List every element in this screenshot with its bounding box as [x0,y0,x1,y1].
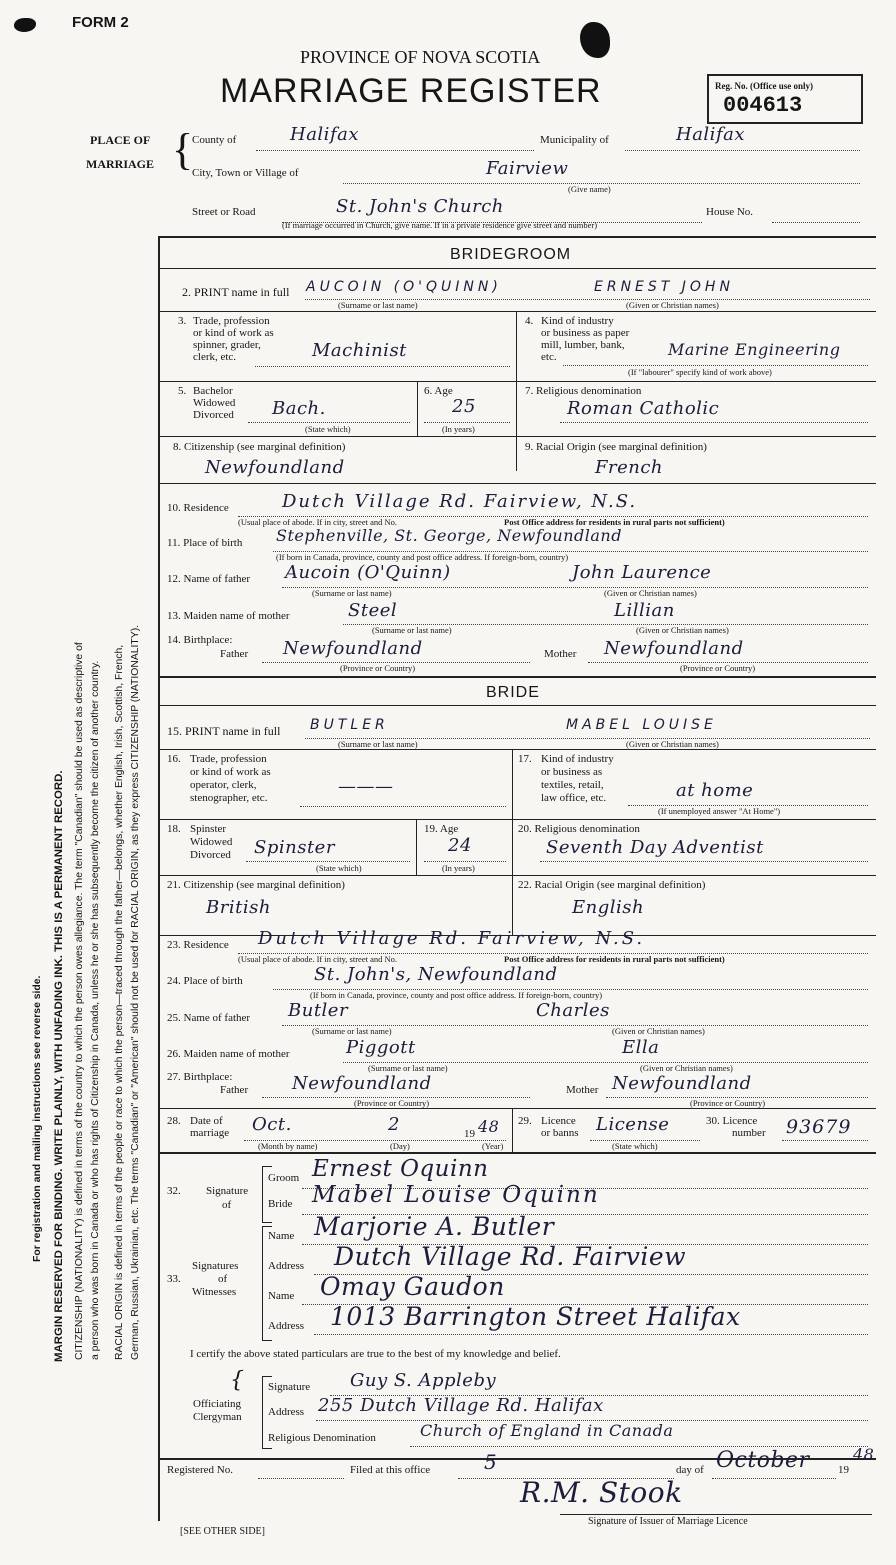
q17-line: law office, etc. [541,792,607,804]
q3-number: 3. [178,315,187,327]
bride-trade: ——— [338,776,394,797]
groom-citizenship: Newfoundland [205,457,345,478]
marriage-year: 48 [478,1117,500,1136]
registered-label: Registered No. [167,1464,233,1476]
given-caption: (Given or Christian names) [612,1026,705,1036]
witness1-address: Dutch Village Rd. Fairview [334,1242,687,1271]
q8-label: 8. Citizenship (see marginal definition) [173,441,346,453]
groom-birthplace: Stephenville, St. George, Newfoundland [276,526,622,545]
q14-label: 14. Birthplace: [167,634,233,646]
given-caption: (Given or Christian names) [626,300,719,310]
q23-caption: (Usual place of abode. If in city, street and No. [238,954,398,964]
filed-year-prefix: 19 [838,1464,849,1476]
clergy-signature: Guy S. Appleby [350,1370,497,1391]
q28-line: marriage [190,1127,230,1139]
state-which-caption: (State which) [316,863,362,873]
groom-trade: Machinist [312,340,407,361]
bride-age: 24 [448,835,472,856]
bride-surname: BUTLER [310,717,389,733]
surname-caption: (Surname or last name) [338,300,418,310]
day-caption: (Day) [390,1141,410,1151]
filed-label: Filed at this office [350,1464,431,1476]
bride-given: MABEL LOUISE [566,717,717,733]
bride-signature: Mabel Louise Oquinn [312,1182,600,1208]
issuer-label: Signature of Issuer of Marriage Licence [588,1516,748,1527]
ink-blot [580,22,610,58]
bride-racial: English [572,897,645,918]
q29-line: or banns [541,1127,579,1139]
groom-label: Groom [268,1172,300,1184]
witness2-name: Omay Gaudon [320,1272,505,1301]
q16-line: Trade, profession [190,753,267,765]
bride-father-surname: Butler [288,1000,349,1021]
q3-line: or kind of work as [193,327,274,339]
filed-month: October [716,1448,810,1473]
prov-caption: (Province or Country) [340,663,416,673]
groom-religion: Roman Catholic [567,398,720,419]
q5-line: Widowed [193,397,236,409]
prov-caption: (Province or Country) [680,663,756,673]
bride-mother-given: Ella [622,1037,660,1058]
clergy-label: Clergyman [193,1411,242,1423]
q16-number: 16. [167,753,181,765]
q4-caption: (If "labourer" specify kind of work above) [628,367,772,377]
q29-line: Licence [541,1115,576,1127]
q12-label: 12. Name of father [167,573,251,585]
clergy-mark: { [230,1368,244,1393]
given-caption: (Given or Christian names) [604,588,697,598]
year-prefix: 19 [464,1128,475,1140]
q4-line: mill, lumber, bank, [541,339,625,351]
q22-label: 22. Racial Origin (see marginal definition) [518,879,706,891]
place-label: MARRIAGE [86,157,154,171]
q16-line: stenographer, etc. [190,792,268,804]
marriage-month: Oct. [252,1114,292,1135]
q3-line: clerk, etc. [193,351,237,363]
witness2-name-label: Name [268,1290,295,1302]
q30-line: number [732,1127,766,1139]
witness2-address-label: Address [268,1320,305,1332]
municipality-value: Halifax [676,124,745,145]
q33-line: Signatures [192,1260,239,1272]
bride-father-birthplace: Newfoundland [292,1073,432,1094]
q4-number: 4. [525,315,534,327]
q33-line: of [218,1273,228,1285]
q16-line: or kind of work as [190,766,271,778]
q17-line: Kind of industry [541,753,614,765]
q7-label: 7. Religious denomination [525,385,642,397]
prov-caption: (Province or Country) [354,1098,430,1108]
groom-industry: Marine Engineering [668,340,841,359]
groom-given: ERNEST JOHN [594,279,734,295]
page-title: MARRIAGE REGISTER [220,72,602,110]
margin-racial-def: German, Russian, Ukrainian, etc. The terms "Canadian" or "American" should not be used for RACIAL ORIGIN, as they express CITIZENSHIP (NATIONALITY). [130,624,141,1360]
q29-number: 29. [518,1115,532,1127]
in-years-caption: (In years) [442,424,475,434]
groom-signature: Ernest Oquinn [312,1156,489,1182]
certify-text: I certify the above stated particulars are true to the best of my knowledge and belief. [190,1348,561,1360]
q30-line: 30. Licence [706,1115,758,1127]
q10-caption-b: Post Office address for residents in rural parts not sufficient) [504,517,725,527]
filed-day: 5 [484,1450,498,1474]
ink-blot [14,18,36,32]
q21-label: 21. Citizenship (see marginal definition) [167,879,345,891]
q5-number: 5. [178,385,187,397]
bridegroom-heading: BRIDEGROOM [450,246,572,263]
licence-type: License [596,1114,670,1135]
surname-caption: (Surname or last name) [372,625,452,635]
house-label: House No. [706,206,754,218]
q28-number: 28. [167,1115,181,1127]
given-caption: (Given or Christian names) [626,739,719,749]
county-value: Halifax [290,124,359,145]
q11-caption: (If born in Canada, province, county and post office address. If foreign-born, country) [276,552,569,562]
groom-racial: French [595,457,664,478]
q20-label: 20. Religious denomination [518,823,640,835]
city-value: Fairview [486,158,569,179]
q27-label: 27. Birthplace: [167,1071,233,1083]
licence-number: 93679 [786,1116,852,1138]
q23-label: 23. Residence [167,939,229,951]
q28-line: Date of [190,1115,223,1127]
q24-label: 24. Place of birth [167,975,243,987]
q19-label: 19. Age [424,823,459,835]
bride-citizenship: British [206,897,271,918]
surname-caption: (Surname or last name) [338,739,418,749]
groom-age: 25 [452,396,476,417]
groom-father-birthplace: Newfoundland [283,638,423,659]
witness2-address: 1013 Barrington Street Halifax [330,1302,741,1331]
q25-label: 25. Name of father [167,1012,251,1024]
groom-residence: Dutch Village Rd. Fairview, N.S. [282,491,638,512]
clergy-address: 255 Dutch Village Rd. Halifax [318,1395,604,1416]
q18-number: 18. [167,823,181,835]
groom-mother-surname: Steel [348,600,398,621]
give-name-caption: (Give name) [568,184,611,194]
clergy-address-label: Address [268,1406,305,1418]
q26-label: 26. Maiden name of mother [167,1048,290,1060]
bride-heading: BRIDE [486,684,540,701]
bride-label: Bride [268,1198,293,1210]
surname-caption: (Surname or last name) [312,1026,392,1036]
filed-year: 48 [853,1445,875,1464]
street-value: St. John's Church [336,196,504,217]
q33-line: Witnesses [192,1286,237,1298]
margin-instructions: For registration and mailing instructions see reverse side. [32,975,43,1262]
form-number: FORM 2 [72,14,129,31]
province-heading: PROVINCE OF NOVA SCOTIA [300,47,541,67]
mother-word: Mother [544,648,577,660]
clergy-denomination-label: Religious Denomination [268,1432,376,1444]
q3-line: Trade, profession [193,315,270,327]
place-label: PLACE OF [90,133,151,147]
q5-line: Bachelor [193,385,233,397]
city-label: City, Town or Village of [192,167,299,179]
reg-number: 004613 [723,93,803,118]
q4-line: Kind of industry [541,315,614,327]
clergy-signature-label: Signature [268,1381,311,1393]
state-which-caption: (State which) [305,424,351,434]
surname-caption: (Surname or last name) [368,1063,448,1073]
q4-line: or business as paper [541,327,630,339]
margin-citizenship-def: CITIZENSHIP (NATIONALITY) is defined in terms of the country to which the person owes allegiance. The term "Canadian" should be used as descriptive of [74,642,85,1360]
q17-number: 17. [518,753,532,765]
reg-number-label: Reg. No. (Office use only) [715,81,813,91]
bride-mother-birthplace: Newfoundland [612,1073,752,1094]
clergy-denomination: Church of England in Canada [420,1421,674,1440]
groom-father-surname: Aucoin (O'Quinn) [285,562,451,583]
state-which-caption: (State which) [612,1141,658,1151]
bride-residence: Dutch Village Rd. Fairview, N.S. [258,928,646,949]
q3-line: spinner, grader, [193,339,261,351]
prov-caption: (Province or Country) [690,1098,766,1108]
q17-line: or business as [541,766,603,778]
witness1-address-label: Address [268,1260,305,1272]
groom-surname: AUCOIN (O'QUINN) [306,279,502,295]
q32-number: 32. [167,1185,181,1197]
bride-mother-surname: Piggott [346,1037,416,1058]
bride-religion: Seventh Day Adventist [546,837,764,858]
mother-word: Mother [566,1084,599,1096]
municipality-label: Municipality of [540,134,609,146]
q15-label: 15. PRINT name in full [167,724,281,738]
in-years-caption: (In years) [442,863,475,873]
bride-industry: at home [676,780,754,801]
margin-racial-def: RACIAL ORIGIN is defined in terms of the people or race to which the person—traced through the father—belongs, whether English, Irish, Scottish, French, [114,644,125,1360]
q10-caption: (Usual place of abode. If in city, street and No. [238,517,398,527]
q18-line: Divorced [190,849,231,861]
marriage-day: 2 [388,1114,400,1135]
issuer-signature: R.M. Stook [520,1476,683,1509]
bride-birthplace: St. John's, Newfoundland [314,964,558,985]
q17-line: textiles, retail, [541,779,604,791]
month-caption: (Month by name) [258,1141,318,1151]
reg-number-box [707,74,863,124]
groom-mother-birthplace: Newfoundland [604,638,744,659]
street-note: (If marriage occurred in Church, give name. If in a private residence give street and number) [282,220,598,230]
q32-line: of [222,1199,232,1211]
father-word: Father [220,1084,249,1096]
q9-label: 9. Racial Origin (see marginal definition) [525,441,707,453]
groom-father-given: John Laurence [572,562,712,583]
margin-citizenship-def: a person who was born in Canada or who has rights of Citizenship in Canada, unless he or she has subsequently become the citizen of another country. [90,660,101,1360]
q32-line: Signature [206,1185,249,1197]
q4-line: etc. [541,351,557,363]
groom-status: Bach. [272,398,326,419]
q17-caption: (If unemployed answer "At Home") [658,806,781,816]
q5-line: Divorced [193,409,234,421]
clergy-label: Officiating [193,1398,242,1410]
day-of-label: day of [676,1464,704,1476]
bride-father-given: Charles [536,1000,610,1021]
bride-status: Spinster [254,837,335,858]
father-word: Father [220,648,249,660]
see-other-side: [SEE OTHER SIDE] [180,1526,265,1537]
surname-caption: (Surname or last name) [312,588,392,598]
year-caption: (Year) [482,1141,504,1151]
q23-caption-b: Post Office address for residents in rural parts not sufficient) [504,954,725,964]
q18-line: Widowed [190,836,233,848]
q13-label: 13. Maiden name of mother [167,610,290,622]
q2-label: 2. PRINT name in full [182,285,290,299]
street-label: Street or Road [192,206,256,218]
given-caption: (Given or Christian names) [640,1063,733,1073]
q11-label: 11. Place of birth [167,537,243,549]
county-label: County of [192,134,237,146]
margin-binding-note: MARGIN RESERVED FOR BINDING. WRITE PLAINLY, WITH UNFADING INK. THIS IS A PERMANENT RECORD. [53,770,65,1362]
given-caption: (Given or Christian names) [636,625,729,635]
q16-line: operator, clerk, [190,779,257,791]
witness1-name: Marjorie A. Butler [314,1212,555,1241]
q24-caption: (If born in Canada, province, county and post office address. If foreign-born, country) [310,990,603,1000]
place-brace: { [172,125,194,174]
groom-mother-given: Lillian [614,600,675,621]
q10-label: 10. Residence [167,502,229,514]
q18-line: Spinster [190,823,227,835]
witness1-name-label: Name [268,1230,295,1242]
q6-label: 6. Age [424,385,453,397]
q33-number: 33. [167,1273,181,1285]
